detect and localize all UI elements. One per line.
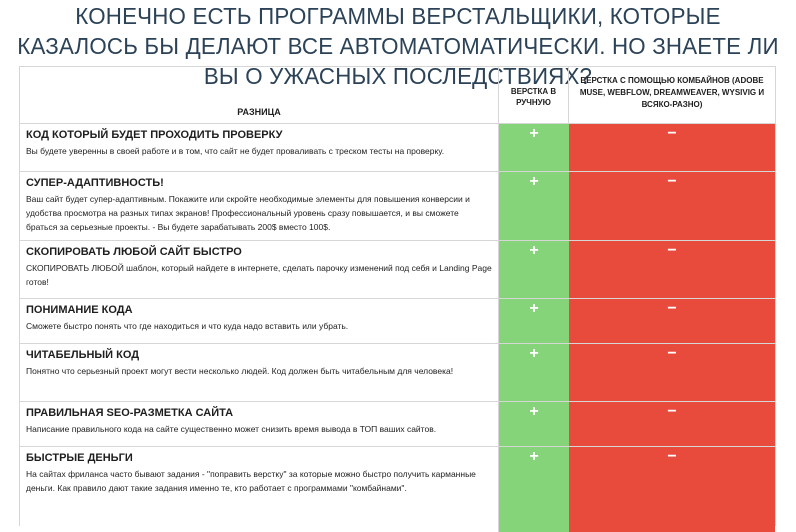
row-title: БЫСТРЫЕ ДЕНЬГИ [26, 452, 133, 464]
minus-icon: − [569, 299, 775, 343]
table-row [20, 299, 775, 344]
row-title: ПРАВИЛЬНАЯ SEO-РАЗМЕТКА САЙТА [26, 407, 234, 419]
header-combines: ВЕРСТКА С ПОМОЩЬЮ КОМБАЙНОВ (ADOBE MUSE, WEBFLOW, DREAMWEAVER, WYSIVIG И ВСЯКО-РАЗНО) [579, 76, 765, 109]
row-description: На сайтах фриланса часто бывают задания - "поправить верстку" за которые можно быстро получить карманные деньги. Как правило дают такие задания именно те, кто работает с программами "комбайнами". [26, 469, 476, 493]
row-text-cell [20, 172, 499, 240]
row-text-cell [20, 124, 499, 171]
page-title: КОНЕЧНО ЕСТЬ ПРОГРАММЫ ВЕРСТАЛЬЩИКИ, КОТОРЫЕ КАЗАЛОСЬ БЫ ДЕЛАЮТ ВСЕ АВТОМАТОМАТИЧЕСКИ. НО ЗНАЕТЕ ЛИ ВЫ О УЖАСНЫХ ПОСЛЕДСТВИЯХ? [17, 3, 779, 89]
row-title: СУПЕР-АДАПТИВНОСТЬ! [26, 177, 164, 189]
row-description: Вы будете уверенны в своей работе и в том, что сайт не будет проваливать с треском тесты на проверку. [26, 146, 445, 156]
minus-icon: − [569, 124, 775, 171]
plus-icon: + [499, 299, 569, 343]
row-text-cell [20, 241, 499, 298]
row-description: СКОПИРОВАТЬ ЛЮБОЙ шаблон, который найдете в интернете, сделать парочку изменений под себя и Landing Page готов! [26, 263, 492, 287]
header-difference: РАЗНИЦА [20, 67, 499, 123]
plus-icon: + [499, 344, 569, 401]
row-text-cell [20, 299, 499, 343]
row-description: Сможете быстро понять что где находиться и что куда надо вставить или убрать. [26, 321, 349, 331]
row-text-cell [20, 402, 499, 446]
row-title: ПОНИМАНИЕ КОДА [26, 304, 133, 316]
minus-icon: − [569, 447, 775, 532]
table-row [20, 402, 775, 447]
header-manual: ВЕРСТКА В РУЧНУЮ [499, 67, 569, 123]
plus-icon: + [499, 447, 569, 532]
minus-icon: − [569, 402, 775, 446]
table-row [20, 344, 775, 402]
minus-icon: − [569, 241, 775, 298]
row-description: Понятно что серьезный проект могут вести несколько людей. Код должен быть читабельным для человека! [26, 366, 454, 376]
row-description: Ваш сайт будет супер-адаптивным. Покажите или скройте необходимые элементы для повышения конверсии и удобства просмотра на разных типах экранов! Профессиональный уровень сразу повышается, и вы сможете браться за серьезные проекты. - Вы будете зарабатывать 200$ вместо 100$. [26, 194, 470, 232]
row-description: Написание правильного кода на сайте существенно может снизить время вывода в ТОП ваших сайтов. [26, 424, 437, 434]
plus-icon: + [499, 172, 569, 240]
table-header [20, 67, 775, 124]
row-title: СКОПИРОВАТЬ ЛЮБОЙ САЙТ БЫСТРО [26, 246, 242, 258]
row-text-cell [20, 344, 499, 401]
plus-icon: + [499, 124, 569, 171]
table-row [20, 172, 775, 241]
minus-icon: − [569, 172, 775, 240]
plus-icon: + [499, 241, 569, 298]
row-title: КОД КОТОРЫЙ БУДЕТ ПРОХОДИТЬ ПРОВЕРКУ [26, 129, 283, 141]
table-row [20, 241, 775, 299]
comparison-table [19, 66, 776, 526]
table-row [20, 124, 775, 172]
table-row [20, 447, 775, 532]
row-text-cell [20, 447, 499, 532]
minus-icon: − [569, 344, 775, 401]
plus-icon: + [499, 402, 569, 446]
row-title: ЧИТАБЕЛЬНЫЙ КОД [26, 349, 140, 361]
